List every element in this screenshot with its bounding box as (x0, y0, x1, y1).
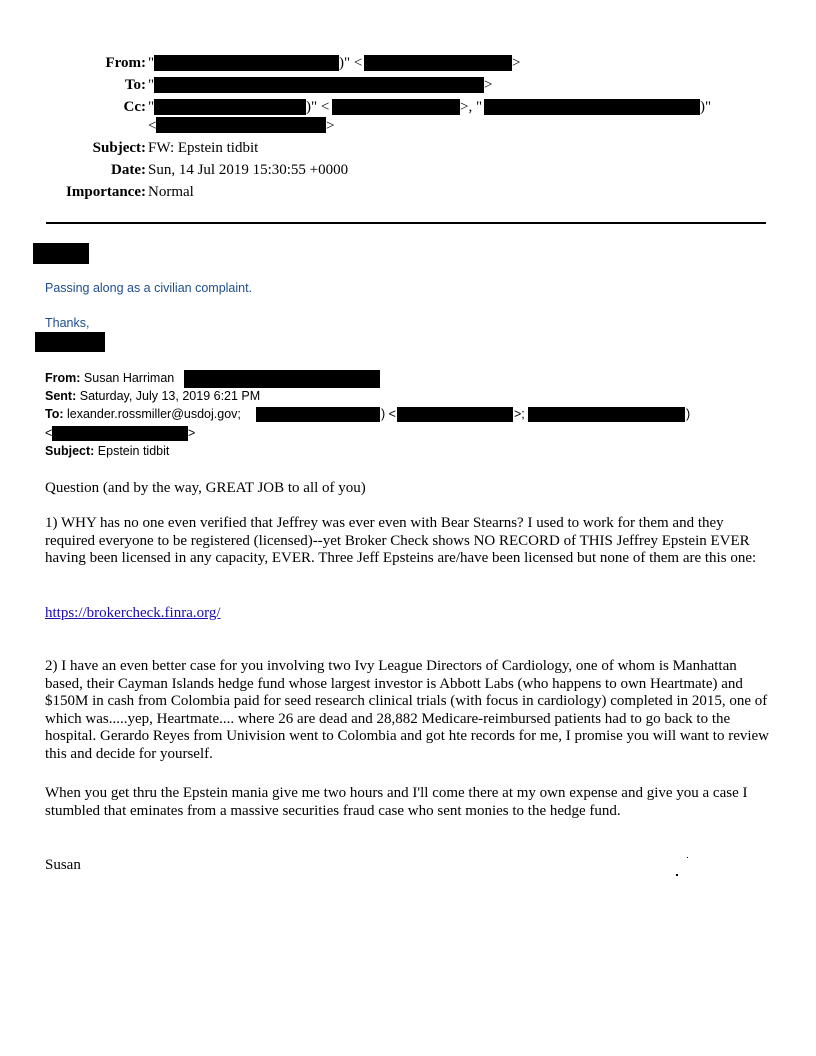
redaction-box (256, 407, 380, 422)
redaction-box (33, 243, 89, 264)
fwd-to-line2-close: > (188, 426, 196, 440)
fwd-sent-label: Sent: (45, 389, 77, 403)
from-quote-mid: )" < (339, 55, 363, 71)
redaction-box (154, 77, 484, 93)
importance-label: Importance: (66, 184, 146, 200)
body-paragraph: Question (and by the way, GREAT JOB to all of you) (45, 480, 366, 496)
cc-quote-mid: )" < (306, 99, 330, 115)
fwd-subject-label: Subject: (45, 444, 95, 458)
note-thanks: Thanks, (45, 316, 90, 330)
from-quote-close: > (512, 55, 521, 71)
body-paragraph: When you get thru the Epstein mania give me two hours and I'll come there at my own expense and give you a case I stumbled that eminates from a massive securities fraud case who sent monies to the hedge fund. (45, 785, 748, 819)
body-paragraph: 2) I have an even better case for you involving two Ivy League Directors of Cardiology, one of whom is Manhattan based, their Cayman Islands hedge fund whose largest investor is Abbott Labs (who happens to own Heartmate) and $150M in cash from Colombia paid for seed research clinical trials (with focus in cardiology) completed in 2015, one of which was.....yep, Heartmate.... where 26 are dead and 28,882 Medicare-reimbursed patients had to go back to the hospital. Gerardo Reyes from Univision went to Colombia and got hte records for me, I promise you will want to review this and decide for yourself. (45, 658, 770, 762)
cc-line2-open: < (148, 118, 157, 134)
date-value: Sun, 14 Jul 2019 15:30:55 +0000 (148, 162, 349, 178)
note-line: Passing along as a civilian complaint. (45, 281, 253, 295)
from-label: From: (105, 55, 146, 71)
redaction-box (156, 117, 326, 133)
fwd-subject-value: Epstein tidbit (97, 444, 170, 458)
stray-mark (687, 857, 688, 858)
redaction-box (364, 55, 512, 71)
fwd-to-line2-open: < (45, 426, 53, 440)
fwd-to-label: To: (45, 407, 64, 421)
body-paragraph: 1) WHY has no one even verified that Jeffrey was ever even with Bear Stearns? I used to work for them and they required everyone to be registered (licensed)--yet Broker Check shows NO RECORD of THIS Jeffrey Epstein EVER having been licensed in any capacity, EVER. Three Jeff Epsteins are/have been licensed but none of them are this one: (45, 515, 757, 567)
fwd-sent-line (45, 387, 260, 405)
fwd-from-label: From: (45, 371, 81, 385)
redaction-box (52, 426, 188, 441)
to-quote-close: > (484, 77, 493, 93)
to-label: To: (124, 77, 146, 93)
redaction-box (397, 407, 513, 422)
cc-quote-open: " (148, 99, 155, 115)
date-label: Date: (111, 162, 146, 178)
brokercheck-link[interactable]: https://brokercheck.finra.org/ (45, 605, 221, 621)
fwd-subject-line (45, 442, 169, 460)
redaction-box (528, 407, 685, 422)
header-divider (46, 222, 766, 224)
cc-label: Cc: (123, 99, 146, 115)
fwd-to-punct2: >; (514, 407, 525, 421)
fwd-from-line (45, 369, 174, 387)
to-quote-open: " (148, 77, 155, 93)
redaction-box (154, 99, 306, 115)
redaction-box (35, 332, 105, 352)
link-container (45, 605, 771, 623)
fwd-from-name: Susan Harriman (83, 371, 175, 385)
signature: Susan (45, 857, 81, 873)
stray-mark (676, 874, 678, 876)
importance-value: Normal (148, 184, 194, 200)
subject-value: FW: Epstein tidbit (148, 140, 259, 156)
redaction-box (484, 99, 700, 115)
redaction-box (154, 55, 339, 71)
cc-line2-close: > (326, 118, 335, 134)
cc-quote-mid2: >, " (460, 99, 483, 115)
from-quote-open: " (148, 55, 155, 71)
fwd-to-value: lexander.rossmiller@usdoj.gov; (67, 407, 241, 421)
fwd-to-punct3: ) (686, 407, 691, 421)
redaction-box (332, 99, 460, 115)
fwd-sent-value: Saturday, July 13, 2019 6:21 PM (79, 389, 261, 403)
cc-quote-close: )" (700, 99, 712, 115)
redaction-box (184, 370, 380, 388)
subject-label: Subject: (92, 140, 146, 156)
fwd-to-line (45, 405, 241, 423)
fwd-to-punct1: ) < (381, 407, 396, 421)
